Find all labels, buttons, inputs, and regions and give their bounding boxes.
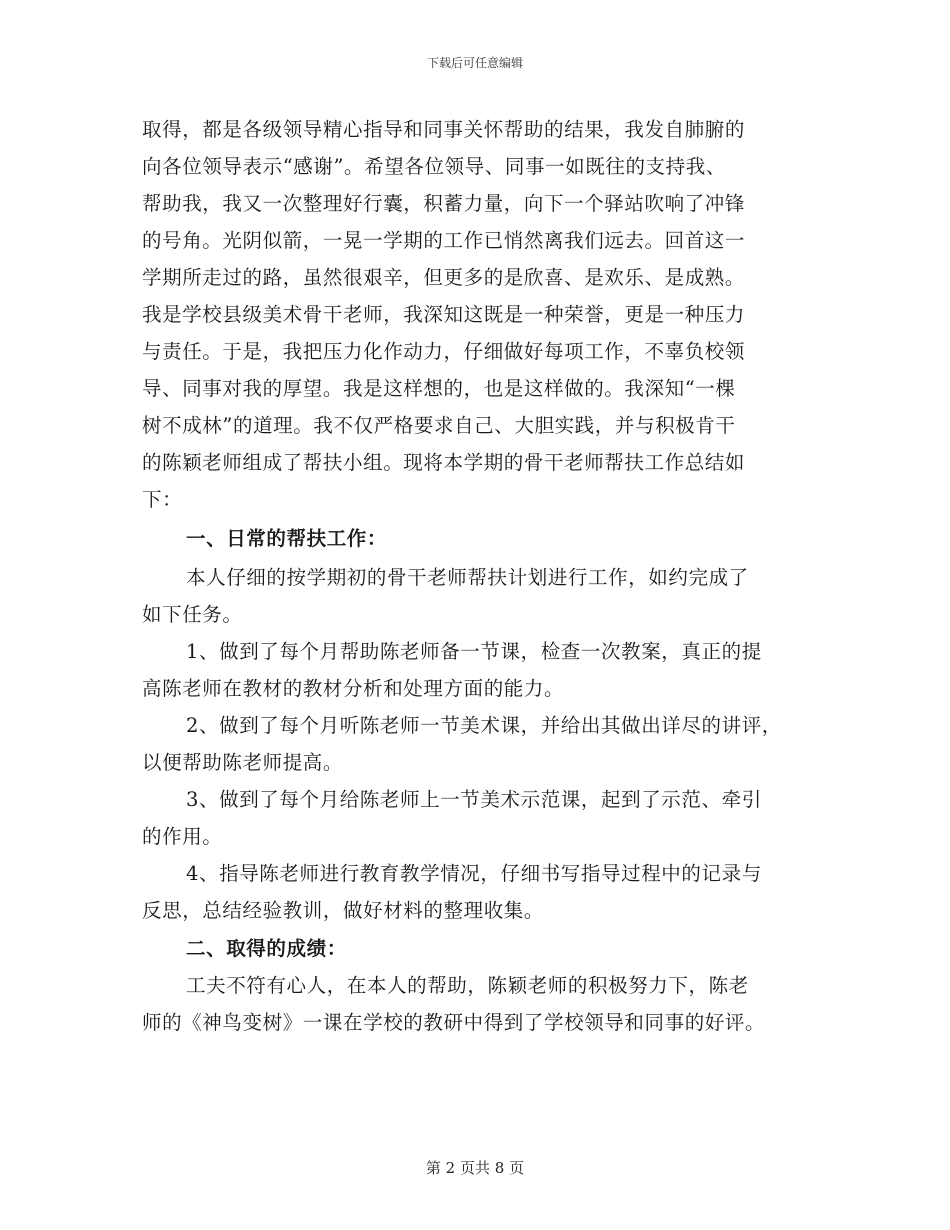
paragraph-line: 学期所走过的路，虽然很艰辛，但更多的是欣喜、是欢乐、是成熟。 bbox=[142, 266, 746, 289]
paragraph-line: 的作用。 bbox=[142, 825, 223, 848]
paragraph-line: 2、做到了每个月听陈老师一节美术课，并给出其做出详尽的讲评， bbox=[186, 714, 782, 737]
page-number-footer: 第 2 页共 8 页 bbox=[425, 1159, 525, 1177]
section-heading: 一、日常的帮扶工作： bbox=[186, 527, 388, 550]
paragraph-line: 的陈颖老师组成了帮扶小组。现将本学期的骨干老师帮扶工作总结如 bbox=[142, 451, 746, 474]
paragraph-line: 树不成林”的道理。我不仅严格要求自己、大胆实践，并与积极肯干 bbox=[142, 414, 736, 437]
paragraph-line: 我是学校县级美术骨干老师，我深知这既是一种荣誉，更是一种压力 bbox=[142, 303, 746, 326]
paragraph-line: 的号角。光阴似箭，一晃一学期的工作已悄然离我们远去。回首这一 bbox=[142, 229, 746, 252]
page-header: 下载后可任意编辑 bbox=[426, 56, 523, 70]
paragraph-line: 以便帮助陈老师提高。 bbox=[142, 751, 344, 774]
paragraph-line: 帮助我，我又一次整理好行囊，积蓄力量，向下一个驿站吹响了冲锋 bbox=[142, 192, 746, 215]
paragraph-line: 与责任。于是，我把压力化作动力，仔细做好每项工作，不辜负校领 bbox=[142, 340, 746, 363]
paragraph-line: 反思，总结经验教训，做好材料的整理收集。 bbox=[142, 899, 545, 922]
paragraph-line: 下： bbox=[142, 488, 183, 511]
paragraph-line: 取得，都是各级领导精心指导和同事关怀帮助的结果，我发自肺腑的 bbox=[142, 118, 746, 141]
paragraph-line: 导、同事对我的厚望。我是这样想的，也是这样做的。我深知“一棵 bbox=[142, 377, 736, 400]
paragraph-line: 如下任务。 bbox=[142, 603, 243, 626]
paragraph-line: 本人仔细的按学期初的骨干老师帮扶计划进行工作，如约完成了 bbox=[186, 566, 749, 589]
paragraph-line: 向各位领导表示“感谢”。希望各位领导、同事一如既往的支持我、 bbox=[142, 155, 726, 178]
section-heading: 二、取得的成绩： bbox=[186, 937, 347, 960]
paragraph-line: 4、指导陈老师进行教育教学情况，仔细书写指导过程中的记录与 bbox=[186, 862, 762, 885]
paragraph-line: 工夫不符有心人，在本人的帮助，陈颖老师的积极努力下，陈老 bbox=[186, 974, 749, 997]
paragraph-line: 高陈老师在教材的教材分析和处理方面的能力。 bbox=[142, 677, 565, 700]
paragraph-line: 师的《神鸟变树》一课在学校的教研中得到了学校领导和同事的好评。 bbox=[142, 1011, 766, 1034]
paragraph-line: 1、做到了每个月帮助陈老师备一节课，检查一次教案，真正的提 bbox=[186, 640, 762, 663]
paragraph-line: 3、做到了每个月给陈老师上一节美术示范课，起到了示范、牵引 bbox=[186, 788, 762, 811]
